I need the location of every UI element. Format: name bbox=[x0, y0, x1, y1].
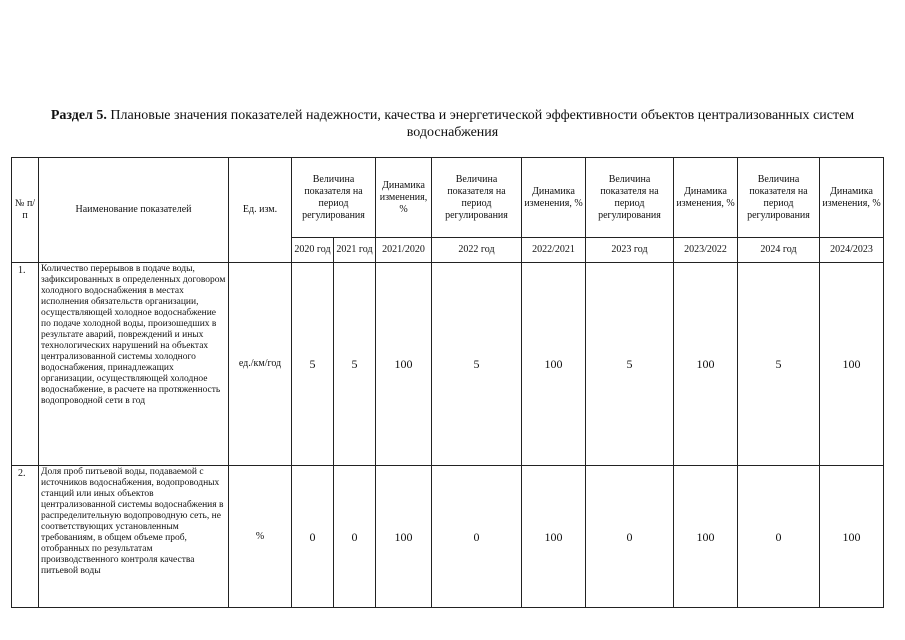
header-num: № п/п bbox=[12, 158, 39, 263]
subheader-2024: 2024 год bbox=[738, 238, 820, 263]
header-value-2024: Величина показателя на период регулирования bbox=[738, 158, 820, 238]
subheader-2023-2022: 2023/2022 bbox=[674, 238, 738, 263]
header-row bbox=[12, 158, 884, 238]
subheader-2022-2021: 2022/2021 bbox=[522, 238, 586, 263]
row-name: Количество перерывов в подаче воды, зафиксированных в определенных договором холодного водоснабжения в местах исполнения обязательств организации, осуществляющей холодное водоснабжение по подаче холодной воды, произошедших в результате аварий, повреждений и иных технологических нарушений на объектах централизованной системы холодного водоснабжения, принадлежащих организации, осуществляющей холодное водоснабжение, в расчете на протяженность водопроводной сети в год bbox=[39, 263, 229, 466]
header-value-2020-2021: Величина показателя на период регулирования bbox=[292, 158, 376, 238]
subheader-2022: 2022 год bbox=[432, 238, 522, 263]
table-row bbox=[12, 466, 884, 608]
row-num: 1. bbox=[12, 263, 39, 466]
row-value: 100 bbox=[820, 466, 884, 608]
header-unit: Ед. изм. bbox=[229, 158, 292, 263]
row-value: 0 bbox=[432, 466, 522, 608]
header-value-2023: Величина показателя на период регулирования bbox=[586, 158, 674, 238]
subheader-2021: 2021 год bbox=[334, 238, 376, 263]
header-dynamics-2023: Динамика изменения, % bbox=[674, 158, 738, 238]
header-name: Наименование показателей bbox=[39, 158, 229, 263]
header-value-2022: Величина показателя на период регулирования bbox=[432, 158, 522, 238]
row-value: 0 bbox=[334, 466, 376, 608]
row-unit: % bbox=[229, 466, 292, 608]
section-number: Раздел 5. bbox=[50, 108, 107, 123]
subheader-2020: 2020 год bbox=[292, 238, 334, 263]
section-title-text: Плановые значения показателей надежности, качества и энергетической эффективности объектов централизованных систем водоснабжения bbox=[110, 108, 855, 140]
row-value: 100 bbox=[376, 466, 432, 608]
row-value: 100 bbox=[522, 263, 586, 466]
row-num: 2. bbox=[12, 466, 39, 608]
row-value: 5 bbox=[586, 263, 674, 466]
row-value: 5 bbox=[292, 263, 334, 466]
subheader-2024-2023: 2024/2023 bbox=[820, 238, 884, 263]
row-value: 100 bbox=[674, 263, 738, 466]
row-value: 0 bbox=[738, 466, 820, 608]
row-value: 100 bbox=[674, 466, 738, 608]
table-row bbox=[12, 263, 884, 466]
indicators-table bbox=[11, 157, 884, 608]
row-value: 100 bbox=[522, 466, 586, 608]
row-name: Доля проб питьевой воды, подаваемой с источников водоснабжения, водопроводных станций или иных объектов централизованной системы водоснабжения в распределительную водопроводную сеть, не соответствующих установленным требованиям, в общем объеме проб, отобранных по результатам производственного контроля качества питьевой воды bbox=[39, 466, 229, 608]
header-dynamics-2022: Динамика изменения, % bbox=[522, 158, 586, 238]
row-value: 5 bbox=[738, 263, 820, 466]
section-title bbox=[20, 107, 885, 141]
row-value: 5 bbox=[432, 263, 522, 466]
header-dynamics-2024: Динамика изменения, % bbox=[820, 158, 884, 238]
row-value: 0 bbox=[292, 466, 334, 608]
row-value: 0 bbox=[586, 466, 674, 608]
row-unit: ед./км/год bbox=[229, 263, 292, 466]
subheader-2023: 2023 год bbox=[586, 238, 674, 263]
row-value: 5 bbox=[334, 263, 376, 466]
subheader-2021-2020: 2021/2020 bbox=[376, 238, 432, 263]
row-value: 100 bbox=[820, 263, 884, 466]
header-dynamics-2021: Динамика изменения, % bbox=[376, 158, 432, 238]
row-value: 100 bbox=[376, 263, 432, 466]
